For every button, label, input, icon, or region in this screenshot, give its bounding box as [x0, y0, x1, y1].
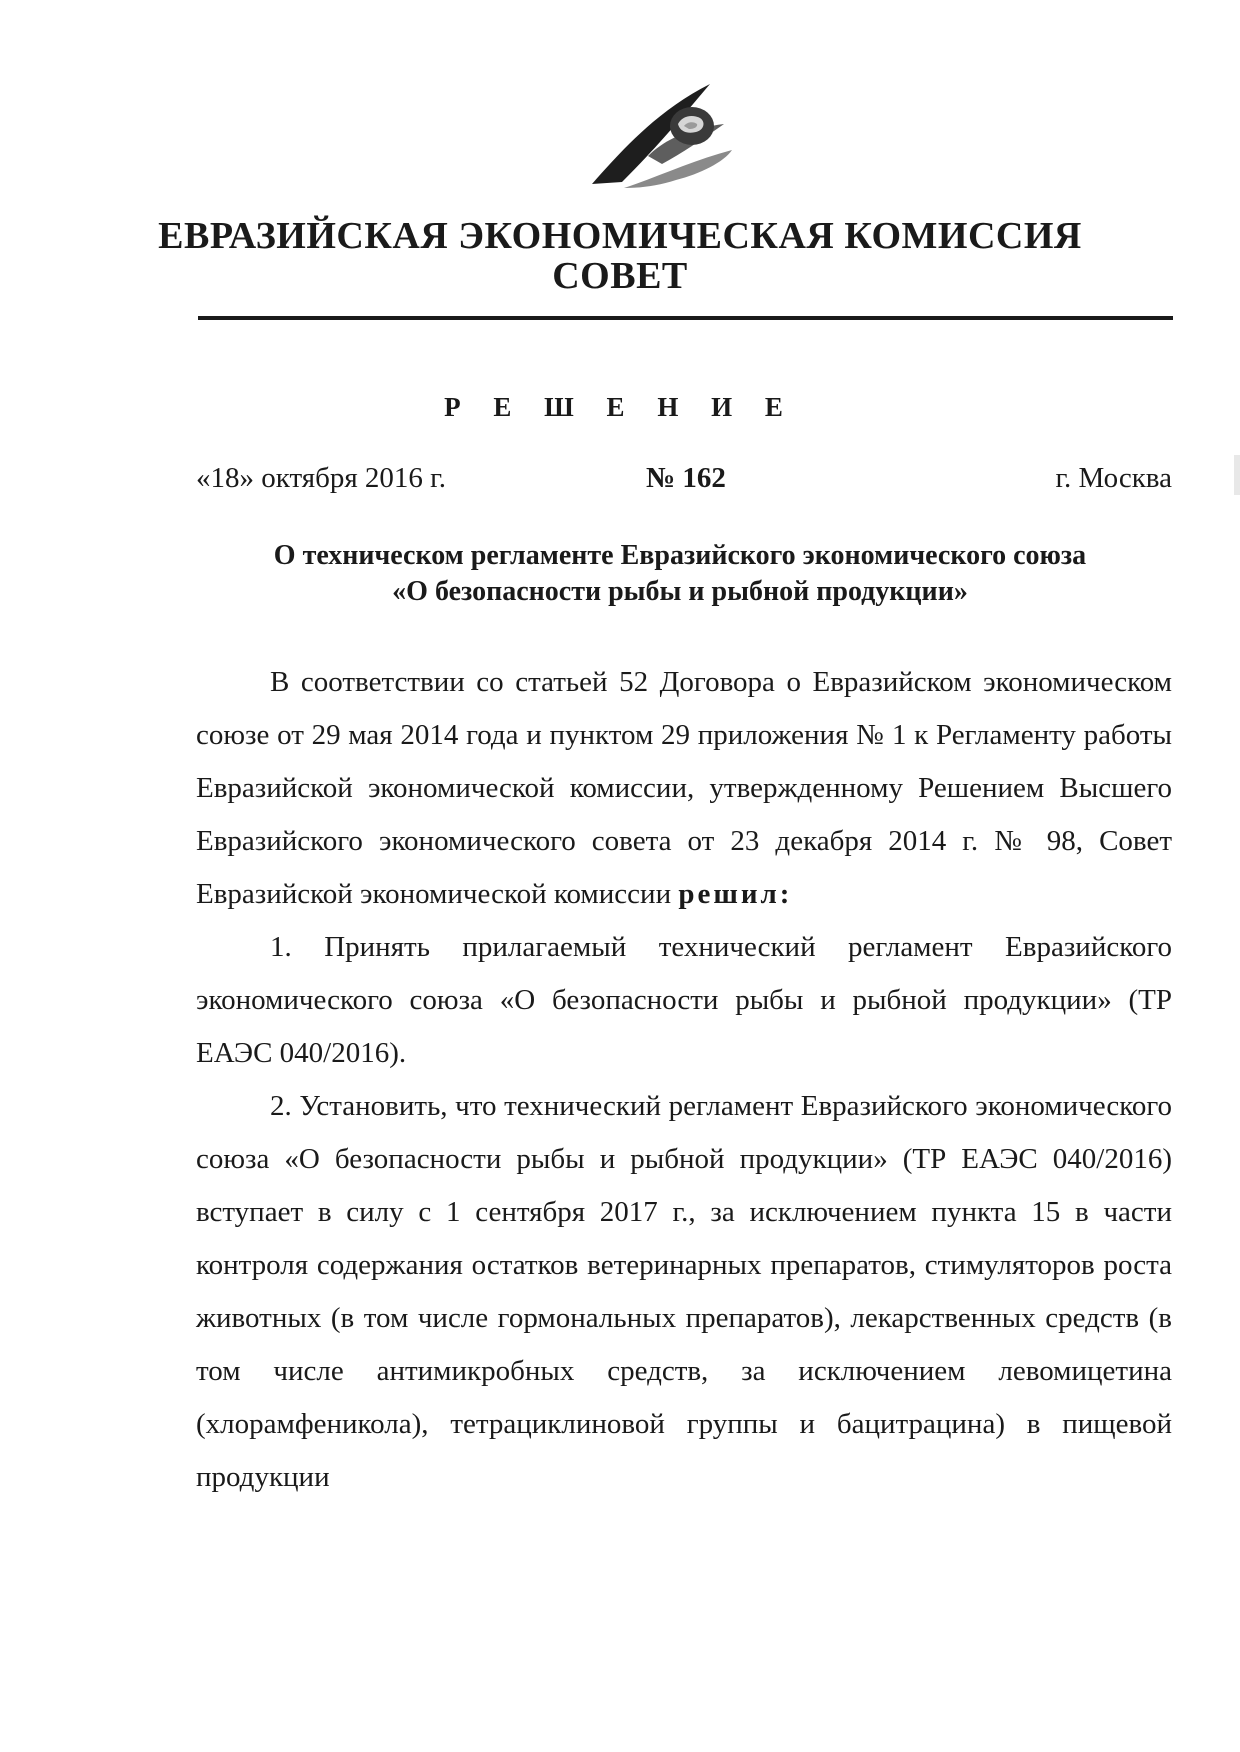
- preamble-paragraph: [196, 656, 1172, 921]
- organization-body: СОВЕТ: [552, 255, 688, 297]
- item-1-paragraph: 1. Принять прилагаемый технический регламент Евразийского экономического союза «О безопасности рыбы и рыбной продукции» (ТР ЕАЭС 040/2016).: [196, 931, 1172, 1069]
- organization-name: ЕВРАЗИЙСКАЯ ЭКОНОМИЧЕСКАЯ КОМИССИЯ: [158, 215, 1082, 257]
- preamble-text: В соответствии со статьей 52 Договора о Евразийском экономическом союзе от 29 мая 2014 года и пунктом 29 приложения № 1 к Регламенту работы Евразийской экономической комиссии, утвержденному Решением Высшего Евразийского экономического совета от 23 декабря 2014 г. № 98, Совет Евразийской экономической комиссии: [196, 666, 1172, 910]
- scan-artifact: [1234, 455, 1240, 495]
- decided-text: решил:: [678, 878, 793, 910]
- item-2-paragraph: 2. Установить, что технический регламент Евразийского экономического союза «О безопасности рыбы и рыбной продукции» (ТР ЕАЭС 040/2016) вступает в силу с 1 сентября 2017 г., за исключением пункта 15 в части контроля содержания остатков ветеринарных препаратов, стимуляторов роста животных (в том числе гормональных препаратов), лекарственных средств (в том числе антимикробных средств, за исключением левомицетина (хлорамфеникола), тетрациклиновой группы и бацитрацина) в пищевой продукции: [196, 1090, 1172, 1493]
- subject-line-2: «О безопасности рыбы и рыбной продукции»: [392, 576, 968, 607]
- document-body: [196, 656, 1172, 1504]
- subject-line-1: О техническом регламенте Евразийского экономического союза: [273, 540, 1087, 571]
- document-number: № 162: [646, 462, 726, 494]
- document-type: Р Е Ш Е Н И Е: [444, 392, 796, 422]
- document-city: г. Москва: [1055, 462, 1172, 494]
- eaeu-emblem-icon: [588, 80, 738, 192]
- document-meta: [196, 462, 1172, 502]
- document-date: «18» октября 2016 г.: [196, 462, 447, 494]
- document-subject: [150, 538, 1210, 610]
- header-divider: [198, 316, 1173, 320]
